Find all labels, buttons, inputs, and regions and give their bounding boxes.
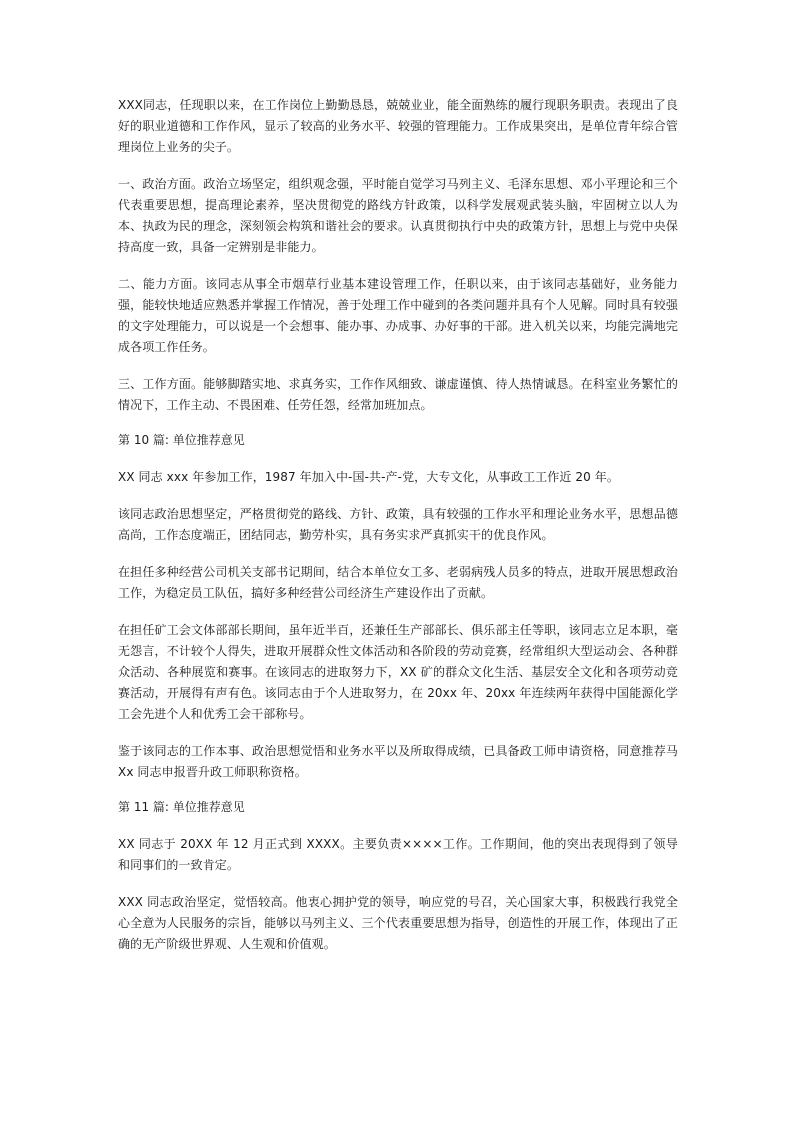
paragraph-background: XX 同志 xxx 年参加工作，1987 年加入中-国-共-产-党，大专文化，从事政工工作近 20 年。: [118, 470, 619, 484]
paragraph-political: 一、政治方面。政治立场坚定，组织观念强，平时能自觉学习马列主义、毛泽东思想、邓小平理论和三个代表重要思想，提高理论素养，坚决贯彻党的路线方针政策，以科学发展观武装头脑，牢固树立以人为本、执政为民的理念，深刻领会构筑和谐社会的要求。认真贯彻执行中央的政策方针，思想上与党中央保持高度一致，具备一定辨别是非能力。: [118, 177, 678, 254]
paragraph-union-role: 在担任矿工会文体部部长期间，虽年近半百，还兼任生产部部长、俱乐部主任等职，该同志立足本职，毫无怨言，不计较个人得失，进取开展群众性文体活动和各阶段的劳动竞赛，经常组织大型运动会、各种群众活动、各种展览和赛事。在该同志的进取努力下，XX 矿的群众文化生活、基层安全文化和各项劳动竞赛活动，开展得有声有色。该同志由于个人进取努力，在 20xx 年、20xx 年连续两年获得中国能源化学工会先进个人和优秀工会干部称号。: [118, 623, 678, 721]
section-heading-11: 第 11 篇: 单位推荐意见: [118, 800, 245, 814]
paragraph-branch-secretary: 在担任多种经营公司机关支部书记期间，结合本单位女工多、老弱病残人员多的特点，进取开展思想政治工作，为稳定员工队伍，搞好多种经营公司经济生产建设作出了贡献。: [118, 565, 678, 600]
section-heading-10: 第 10 篇: 单位推荐意见: [118, 433, 245, 447]
paragraph-work: 三、工作方面。能够脚踏实地、求真务实，工作作风细致、谦虚谨慎、待人热情诚恳。在科室业务繁忙的情况下，工作主动、不畏困难、任劳任怨，经常加班加点。: [118, 377, 678, 412]
paragraph-ideology: 该同志政治思想坚定，严格贯彻党的路线、方针、政策，具有较强的工作水平和理论业务水平，思想品德高尚，工作态度端正，团结同志，勤劳朴实，具有务实求严真抓实干的优良作风。: [118, 507, 678, 542]
paragraph-arrival: XX 同志于 20XX 年 12 月正式到 XXXX。主要负责××××工作。工作期间，他的突出表现得到了领导和同事们的一致肯定。: [118, 837, 678, 872]
paragraph-intro: XXX同志，任现职以来，在工作岗位上勤勤恳恳，兢兢业业，能全面熟练的履行现职务职责。表现出了良好的职业道德和工作作风，显示了较高的业务水平、较强的管理能力。工作成果突出，是单位青年综合管理岗位上业务的尖子。: [118, 98, 678, 154]
document-body: [118, 95, 678, 955]
paragraph-political-stance: XXX 同志政治坚定，觉悟较高。他衷心拥护党的领导，响应党的号召，关心国家大事，积极践行我党全心全意为人民服务的宗旨，能够以马列主义、三个代表重要思想为指导，创造性的开展工作，体现出了正确的无产阶级世界观、人生观和价值观。: [118, 895, 678, 951]
paragraph-recommendation: 鉴于该同志的工作本事、政治思想觉悟和业务水平以及所取得成绩，已具备政工师申请资格，同意推荐马 Xx 同志申报晋升政工师职称资格。: [118, 744, 678, 779]
paragraph-ability: 二、能力方面。该同志从事全市烟草行业基本建设管理工作，任职以来，由于该同志基础好，业务能力强，能较快地适应熟悉并掌握工作情况，善于处理工作中碰到的各类问题并具有个人见解。同时具有较强的文字处理能力，可以说是一个会想事、能办事、办成事、办好事的干部。进入机关以来，均能完满地完成各项工作任务。: [118, 277, 678, 354]
